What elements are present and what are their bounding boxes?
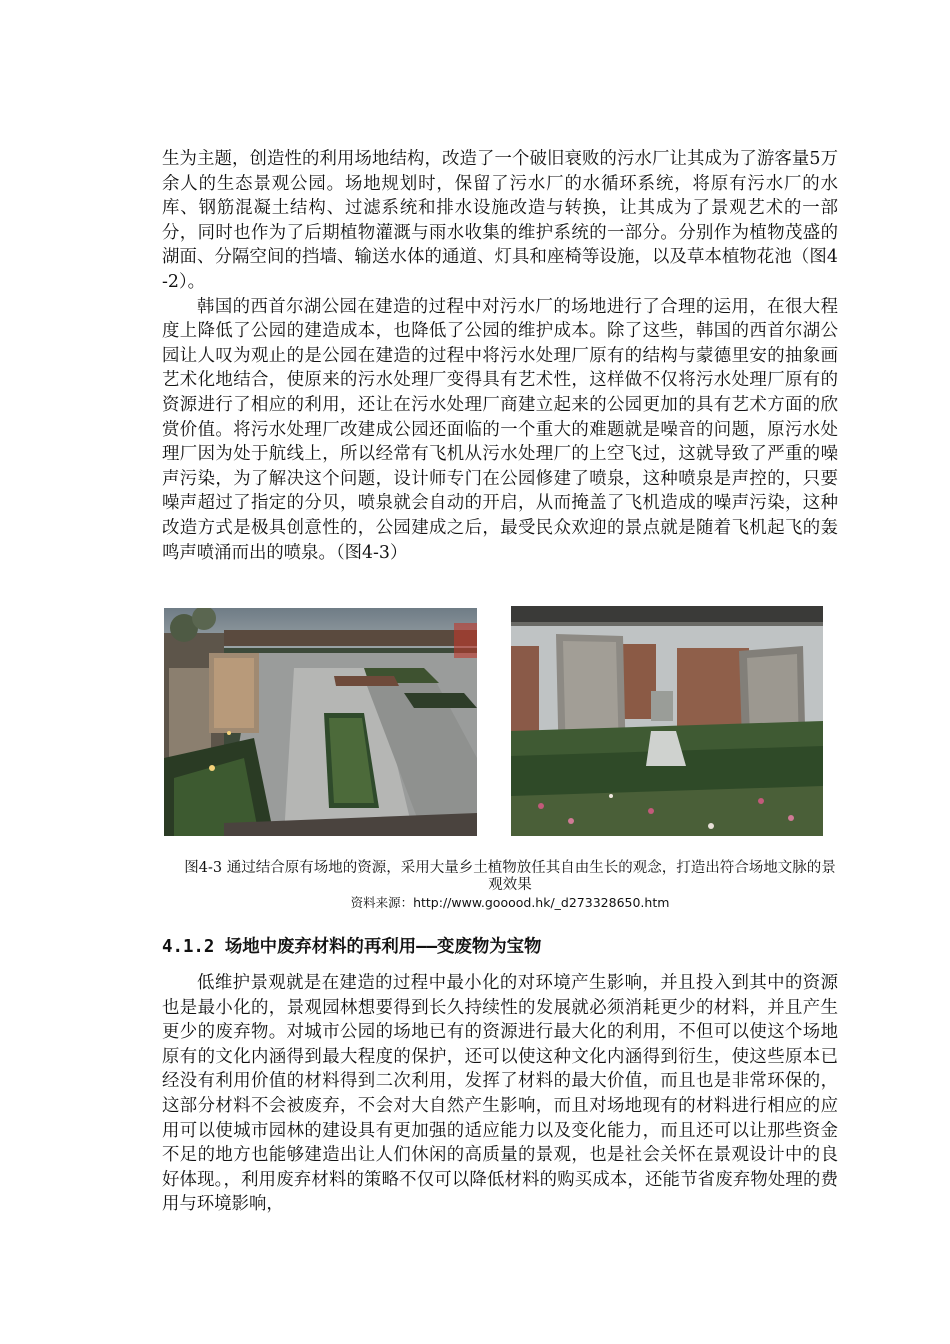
paragraph-waste-materials: 低维护景观就是在建造的过程中最小化的对环境产生影响，并且投入到其中的资源也是最小化的，景观园林想要得到长久持续性的发展就必须消耗更少的材料，并且产生更少的废弃物。对城市公园的场地已有的资源进行最大化的利用，不但可以使这个场地原有的文化内涵得到最大程度的保护，还可以使这种文化内涵得到衍生，使这些原本已经没有利用价值的材料得到二次利用，发挥了材料的最大价值，而且也是非常环保的，这部分材料不会被废弃，不会对大自然产生影响，而且对场地现有的材料进行相应的应用可以使城市园林的建设具有更加强的适应能力以及变化能力，而且还可以让那些资金不足的地方也能够建造出让人们休闲的高质量的景观，也是社会关怀在景观设计中的良好体现。，利用废弃材料的策略不仅可以降低材料的购买成本，还能节省废弃物处理的费用与环境影响， xyxy=(162,973,838,1215)
figure-source: 资料来源：http://www.gooood.hk/_d273328650.htm xyxy=(350,895,670,910)
body-text-top xyxy=(162,147,838,565)
paragraph-seoul-park: 韩国的西首尔湖公园在建造的过程中对污水厂的场地进行了合理的运用，在很大程度上降低了公园的建造成本，也降低了公园的维护成本。除了这些，韩国的西首尔湖公园让人叹为观止的是公园在建造的过程中将污水处理厂原有的结构与蒙德里安的抽象画艺术化地结合，使原来的污水处理厂变得具有艺术性，这样做不仅将污水处理厂原有的资源进行了相应的利用，还让在污水处理厂商建立起来的公园更加的具有艺术方面的欣赏价值。将污水处理厂改建成公园还面临的一个重大的难题就是噪音的问题，原污水处理厂因为处于航线上，所以经常有飞机从污水处理厂的上空飞过，这就导致了严重的噪声污染，为了解决这个问题，设计师专门在公园修建了喷泉，这种喷泉是声控的，只要噪声超过了指定的分贝，喷泉就会自动的开启，从而掩盖了飞机造成的噪声污染，这种改造方式是极具创意性的，公园建成之后，最受民众欢迎的景点就是随着飞机起飞的轰鸣声喷涌而出的喷泉。（图4-3） xyxy=(162,296,838,563)
figure-caption: 图4-3 通过结合原有场地的资源，采用大量乡土植物放任其自由生长的观念，打造出符合场地文脉的景观效果 xyxy=(184,860,836,893)
body-text-bottom xyxy=(162,971,838,1217)
paragraph-continuation: 生为主题，创造性的利用场地结构，改造了一个破旧衰败的污水厂让其成为了游客量5万余人的生态景观公园。场地规划时，保留了污水厂的水循环系统，将原有污水厂的水库、钢筋混凝土结构、过滤系统和排水设施改造与转换，让其成为了景观艺术的一部分，同时也作为了后期植物灌溉与雨水收集的维护系统的一部分。分别作为植物茂盛的湖面、分隔空间的挡墙、输送水体的通道、灯具和座椅等设施，以及草本植物花池（图4-2）。 xyxy=(162,149,838,292)
section-heading: 4.1.2 场地中废弃材料的再利用——变废物为宝物 xyxy=(162,937,542,957)
photo-garden-terraces xyxy=(164,608,477,836)
photo-concrete-ruins xyxy=(511,606,823,836)
